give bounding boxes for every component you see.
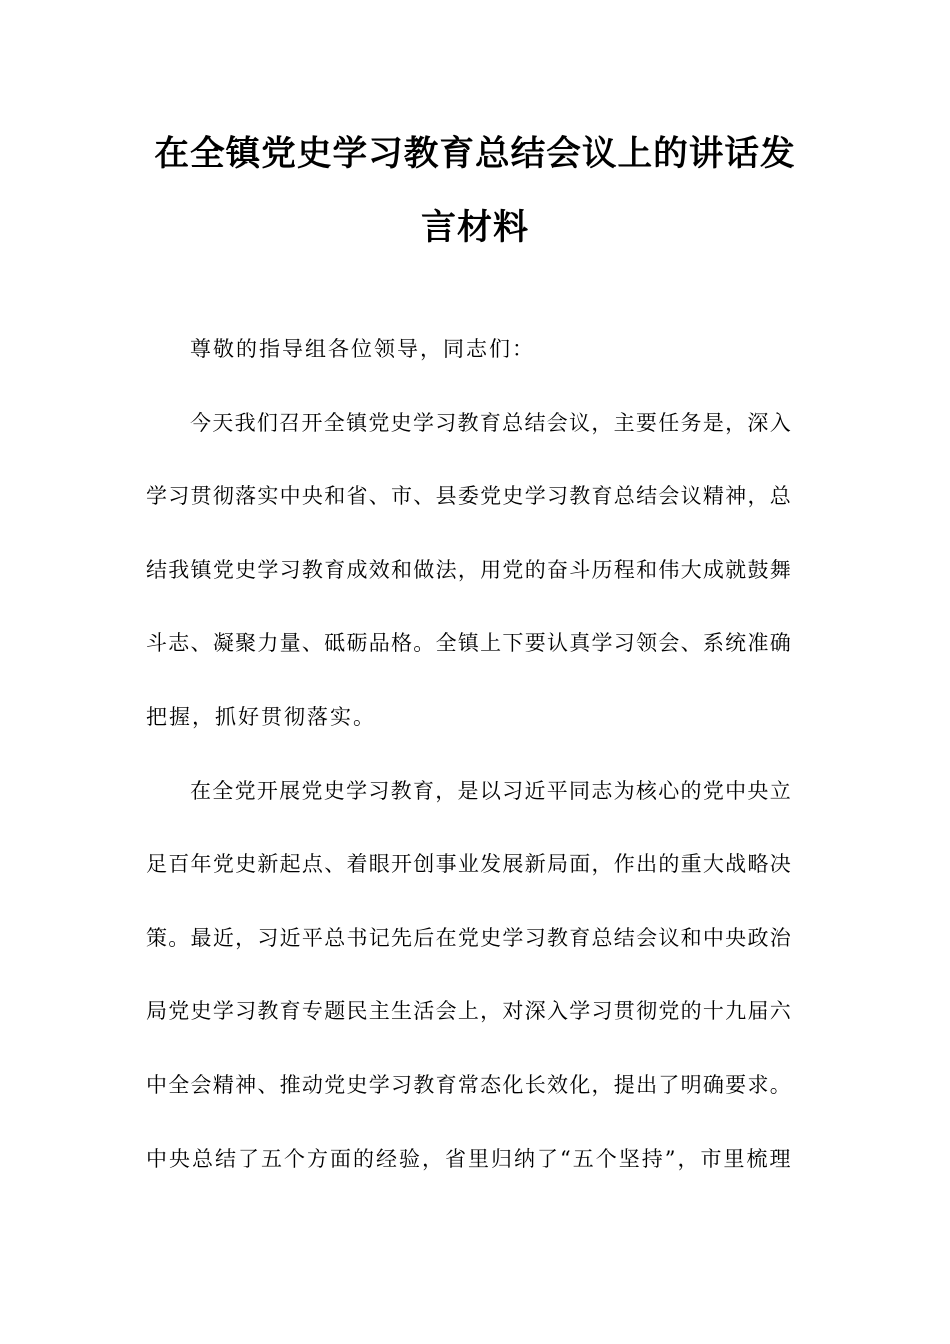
body-line: 策。最近，习近平总书记先后在党史学习教育总结会议和中央政治	[146, 925, 792, 950]
body-line: 足百年党史新起点、着眼开创事业发展新局面，作出的重大战略决	[146, 852, 792, 877]
body-line: 局党史学习教育专题民主生活会上，对深入学习贯彻党的十九届六	[146, 999, 792, 1024]
body-line: 把握，抓好贯彻落实。	[146, 704, 376, 729]
document-title-line-1: 在全镇党史学习教育总结会议上的讲话发	[154, 133, 796, 174]
body-line: 尊敬的指导组各位领导，同志们：	[190, 337, 535, 361]
body-line: 结我镇党史学习教育成效和做法，用党的奋斗历程和伟大成就鼓舞	[146, 557, 792, 582]
document-title-line-2: 言材料	[420, 207, 529, 248]
body-line: 中央总结了五个方面的经验，省里归纳了“五个坚持”，市里梳理	[146, 1146, 793, 1171]
document-body	[146, 313, 806, 1196]
body-line: 今天我们召开全镇党史学习教育总结会议，主要任务是，深入	[190, 410, 792, 435]
body-line: 中全会精神、推动党史学习教育常态化长效化，提出了明确要求。	[146, 1072, 792, 1097]
body-line: 斗志、凝聚力量、砥砺品格。全镇上下要认真学习领会、系统准确	[146, 631, 792, 656]
body-line: 学习贯彻落实中央和省、市、县委党史学习教育总结会议精神，总	[146, 484, 792, 509]
body-line: 在全党开展党史学习教育，是以习近平同志为核心的党中央立	[190, 778, 792, 803]
